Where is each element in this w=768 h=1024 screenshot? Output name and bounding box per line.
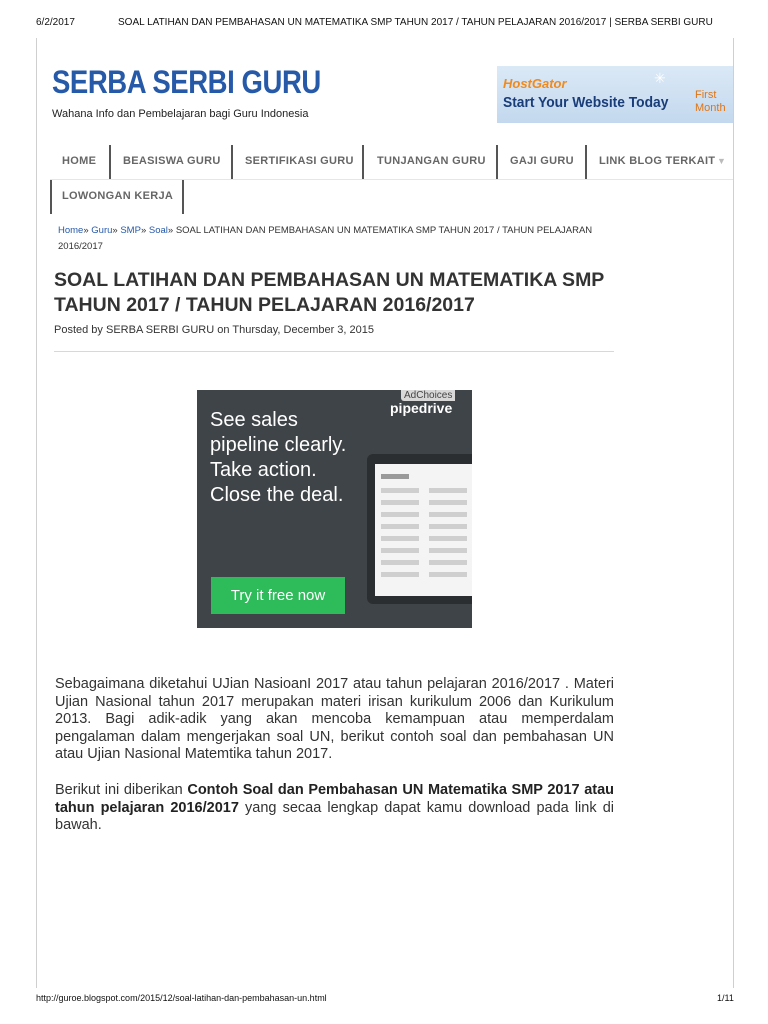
breadcrumb-separator: » (112, 225, 118, 236)
para2-intro: Berikut ini diberikan (55, 782, 183, 798)
nav-divider (362, 145, 364, 179)
site-tagline: Wahana Info dan Pembelajaran bagi Guru Indonesia (52, 108, 309, 120)
nav-link-blog-terkait[interactable]: LINK BLOG TERKAIT (599, 155, 716, 167)
ad-headline-line-2: pipeline clearly. (210, 434, 347, 456)
main-nav (50, 145, 733, 180)
page-frame-left (36, 38, 37, 988)
breadcrumb-home[interactable]: Home (58, 225, 84, 236)
breadcrumb-separator: » (140, 225, 147, 236)
print-date: 6/2/2017 (36, 17, 75, 28)
pipedrive-ad[interactable] (197, 390, 472, 628)
ad-headline-line-3: Take action. (210, 459, 317, 481)
posted-by-label: Posted by (54, 324, 103, 336)
print-doc-title: SOAL LATIHAN DAN PEMBAHASAN UN MATEMATIKA SMP TAHUN 2017 / TAHUN PELAJARAN 2016/2017 | SERBA SERBI GURU (118, 17, 713, 28)
breadcrumb-separator: » (167, 225, 174, 236)
try-free-button[interactable]: Try it free now (211, 577, 345, 614)
banner-month: Month (695, 102, 726, 114)
post-paragraph-2 (55, 782, 614, 835)
nav-divider (585, 145, 587, 179)
nav-divider (109, 145, 111, 179)
para2-bold: Contoh Soal dan Pembahasan UN Matematika SMP 2017 atau tahun pelajaran 2016/2017 (55, 782, 615, 816)
breadcrumb-current: SOAL LATIHAN DAN PEMBAHASAN UN MATEMATIKA SMP TAHUN 2017 / TAHUN PELAJARAN 2016/2017 (58, 225, 593, 252)
hostgator-logo: HostGator (503, 76, 567, 91)
nav-divider (496, 145, 498, 179)
divider (54, 351, 614, 352)
nav-divider (182, 180, 184, 214)
post-title: SOAL LATIHAN DAN PEMBAHASAN UN MATEMATIKA SMP TAHUN 2017 / TAHUN PELAJARAN 2016/2017 (54, 269, 604, 316)
nav-sertifikasi-guru[interactable]: SERTIFIKASI GURU (245, 155, 354, 167)
banner-first: First (695, 89, 717, 101)
nav-lowongan-kerja[interactable]: LOWONGAN KERJA (62, 190, 174, 202)
breadcrumb-smp[interactable]: SMP (120, 225, 141, 236)
post-meta (54, 324, 374, 336)
print-footer-url: http://guroe.blogspot.com/2015/12/soal-latihan-dan-pembahasan-un.html (36, 993, 327, 1003)
on-label: on (217, 324, 230, 336)
breadcrumb (58, 223, 598, 255)
site-title[interactable]: SERBA SERBI GURU (52, 64, 321, 100)
page-frame-right (733, 38, 734, 988)
breadcrumb-guru[interactable]: Guru (91, 225, 113, 236)
post-author[interactable]: SERBA SERBI GURU (105, 324, 215, 336)
chevron-down-icon[interactable]: ▼ (717, 156, 727, 166)
ad-headline (210, 408, 410, 508)
nav-beasiswa-guru[interactable]: BEASISWA GURU (123, 155, 221, 167)
nav-divider (50, 180, 52, 214)
banner-cta: Start Your Website Today (503, 94, 669, 111)
banner-first-month (695, 89, 726, 115)
pipedrive-logo: pipedrive (390, 400, 453, 416)
main-nav-row-2 (50, 180, 184, 212)
nav-gaji-guru[interactable]: GAJI GURU (510, 155, 574, 167)
post-paragraph-1: Sebagaimana diketahui UJian NasioanI 2017 atau tahun pelajaran 2016/2017 . Materi Ujian Nasional tahun 2017 merupakan materi irisan kurikulum 2006 dan Kurikulum 2013. Bagi adik-adik yang akan mencoba kemampuan atau memperdalam pengalaman dalam mengerjakan soal UN, berikut contoh soal dan pembahasan UN atau Ujian Nasional Matemtika tahun 2017. (55, 676, 614, 762)
ad-headline-line-4: Close the deal. (210, 484, 344, 506)
hostgator-banner[interactable] (497, 66, 733, 123)
nav-tunjangan-guru[interactable]: TUNJANGAN GURU (377, 155, 486, 167)
print-page-number: 1/11 (717, 993, 734, 1003)
nav-home[interactable]: HOME (62, 155, 97, 167)
breadcrumb-soal[interactable]: Soal (148, 225, 168, 236)
para2-outro: yang secaa lengkap dapat kamu download pada link di bawah. (55, 799, 614, 833)
nav-divider (231, 145, 233, 179)
sparkle-icon: ✳ (654, 70, 666, 86)
post-date[interactable]: Thursday, December 3, 2015 (232, 324, 375, 336)
ad-headline-line-1: See sales (210, 409, 298, 431)
breadcrumb-separator: » (83, 225, 89, 236)
adchoices-badge[interactable]: AdChoices (401, 390, 455, 401)
